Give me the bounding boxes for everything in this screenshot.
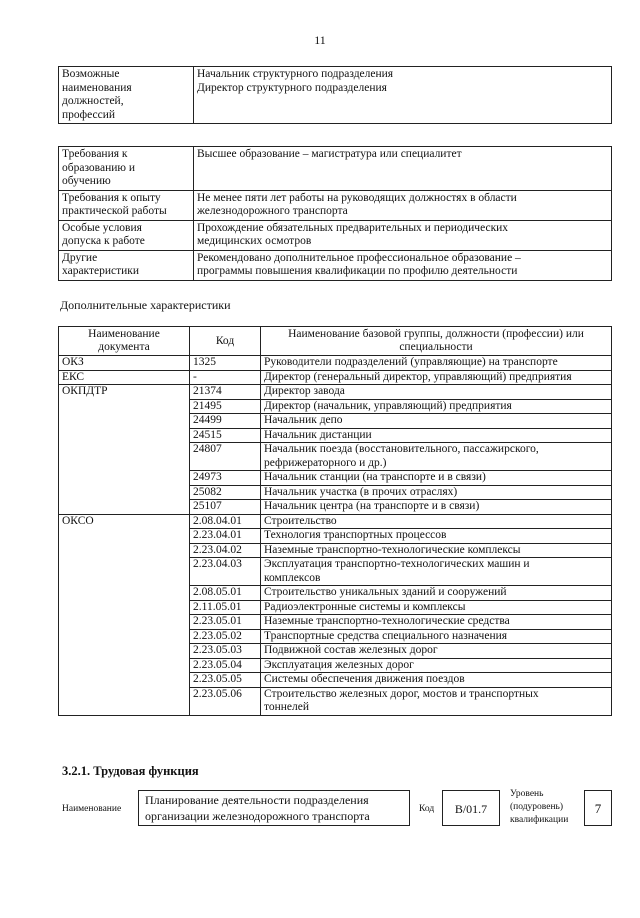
positions-value: Начальник структурного подразделения Директор структурного подразделения: [194, 67, 612, 124]
name-cell: Директор завода: [261, 385, 612, 400]
table-row: [59, 385, 612, 400]
code-label: Код: [419, 804, 435, 814]
code-cell: 25107: [190, 500, 261, 515]
requirement-label: Требования к образованию и обучению: [59, 147, 194, 191]
requirement-value: Прохождение обязательных предварительных и периодических медицинских осмотров: [194, 220, 612, 250]
function-name-box: Планирование деятельности подразделения организации железнодорожного транспорта: [138, 790, 410, 826]
table-row: [59, 190, 612, 220]
requirement-label: Особые условия допуска к работе: [59, 220, 194, 250]
positions-label: Возможные наименования должностей, профессий: [59, 67, 194, 124]
code-cell: 24973: [190, 471, 261, 486]
header-code: Код: [190, 327, 261, 356]
code-cell: -: [190, 370, 261, 385]
additional-characteristics-caption: Дополнительные характеристики: [60, 298, 231, 312]
code-cell: 2.11.05.01: [190, 600, 261, 615]
code-cell: 24807: [190, 443, 261, 471]
name-cell: Начальник станции (на транспорте и в связи): [261, 471, 612, 486]
name-cell: Директор (начальник, управляющий) предприятия: [261, 399, 612, 414]
requirement-label: Другие характеристики: [59, 250, 194, 280]
code-cell: 2.23.04.03: [190, 558, 261, 586]
table-row: [59, 370, 612, 385]
code-cell: 1325: [190, 356, 261, 371]
name-cell: Эксплуатация железных дорог: [261, 658, 612, 673]
code-cell: 2.23.05.06: [190, 687, 261, 715]
document-name: ОКСО: [59, 514, 190, 715]
table-row: [59, 514, 612, 529]
name-cell: Начальник дистанции: [261, 428, 612, 443]
possible-positions-table: [58, 66, 612, 124]
name-cell: Директор (генеральный директор, управляющий) предприятия: [261, 370, 612, 385]
name-cell: Начальник центра (на транспорте и в связи): [261, 500, 612, 515]
page-number: 11: [314, 33, 326, 47]
code-cell: 25082: [190, 485, 261, 500]
table-header-row: [59, 327, 612, 356]
name-cell: Системы обеспечения движения поездов: [261, 673, 612, 688]
code-cell: 21374: [190, 385, 261, 400]
document-name: ОКЗ: [59, 356, 190, 371]
code-cell: 24499: [190, 414, 261, 429]
level-value-box: 7: [584, 790, 612, 826]
name-cell: Строительство уникальных зданий и сооружений: [261, 586, 612, 601]
code-cell: 2.23.04.02: [190, 543, 261, 558]
name-cell: Строительство: [261, 514, 612, 529]
table-row: [59, 356, 612, 371]
name-cell: Начальник поезда (восстановительного, пассажирского, рефрижераторного и др.): [261, 443, 612, 471]
name-cell: Эксплуатация транспортно-технологических машин и комплексов: [261, 558, 612, 586]
name-cell: Технология транспортных процессов: [261, 529, 612, 544]
code-cell: 21495: [190, 399, 261, 414]
table-row: [59, 250, 612, 280]
name-cell: Начальник участка (в прочих отраслях): [261, 485, 612, 500]
level-label: Уровень (подуровень) квалификации: [510, 789, 569, 825]
code-value-box: В/01.7: [442, 790, 500, 826]
name-cell: Строительство железных дорог, мостов и транспортных тоннелей: [261, 687, 612, 715]
name-cell: Начальник депо: [261, 414, 612, 429]
code-cell: 2.23.04.01: [190, 529, 261, 544]
code-cell: 2.08.05.01: [190, 586, 261, 601]
name-cell: Транспортные средства специального назначения: [261, 629, 612, 644]
code-cell: 2.23.05.01: [190, 615, 261, 630]
code-cell: 2.23.05.02: [190, 629, 261, 644]
name-cell: Наземные транспортно-технологические средства: [261, 615, 612, 630]
table-row: [59, 147, 612, 191]
code-cell: 24515: [190, 428, 261, 443]
additional-characteristics-table: [58, 326, 612, 716]
table-row: [59, 220, 612, 250]
header-document: Наименование документа: [59, 327, 190, 356]
requirement-value: Рекомендовано дополнительное профессиональное образование – программы повышения квалификации по профилю деятельности: [194, 250, 612, 280]
name-cell: Подвижной состав железных дорог: [261, 644, 612, 659]
requirement-label: Требования к опыту практической работы: [59, 190, 194, 220]
function-name-label: Наименование: [62, 804, 122, 814]
requirements-table: [58, 146, 612, 281]
name-cell: Радиоэлектронные системы и комплексы: [261, 600, 612, 615]
document-name: ЕКС: [59, 370, 190, 385]
code-cell: 2.23.05.04: [190, 658, 261, 673]
document-name: ОКПДТР: [59, 385, 190, 515]
code-cell: 2.23.05.05: [190, 673, 261, 688]
section-title: 3.2.1. Трудовая функция: [62, 764, 199, 778]
name-cell: Наземные транспортно-технологические комплексы: [261, 543, 612, 558]
code-cell: 2.08.04.01: [190, 514, 261, 529]
requirement-value: Не менее пяти лет работы на руководящих должностях в области железнодорожного транспорта: [194, 190, 612, 220]
header-name: Наименование базовой группы, должности (профессии) или специальности: [261, 327, 612, 356]
requirement-value: Высшее образование – магистратура или специалитет: [194, 147, 612, 191]
code-cell: 2.23.05.03: [190, 644, 261, 659]
name-cell: Руководители подразделений (управляющие) на транспорте: [261, 356, 612, 371]
